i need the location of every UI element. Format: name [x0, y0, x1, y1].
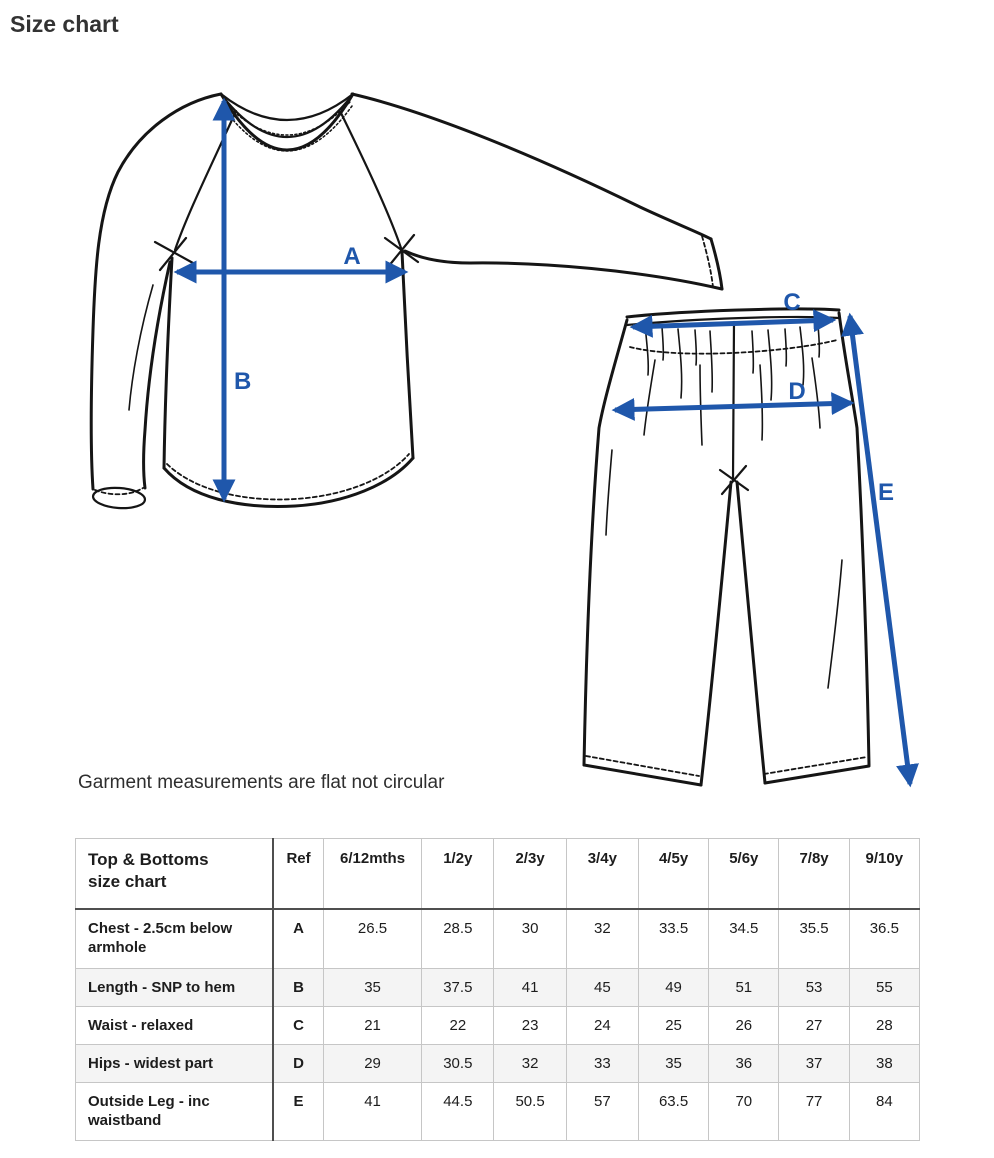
row-value: 36 — [709, 1045, 779, 1083]
row-label: Length - SNP to hem — [76, 969, 274, 1007]
row-value: 32 — [494, 1045, 566, 1083]
table-row — [76, 969, 920, 1007]
measure-arrow-outside-leg — [850, 316, 910, 784]
size-table-body — [76, 909, 920, 1141]
measurement-note: Garment measurements are flat not circular — [78, 772, 445, 793]
row-value: 35.5 — [779, 909, 849, 969]
row-ref: D — [273, 1045, 323, 1083]
row-value: 55 — [849, 969, 919, 1007]
row-ref: B — [273, 969, 323, 1007]
garment-diagram — [0, 55, 994, 810]
row-value: 28.5 — [422, 909, 494, 969]
row-value: 35 — [323, 969, 421, 1007]
row-value: 32 — [566, 909, 638, 969]
row-value: 57 — [566, 1083, 638, 1141]
measure-label-outside-leg: E — [877, 479, 895, 506]
row-value: 84 — [849, 1083, 919, 1141]
measure-arrow-length — [224, 101, 251, 499]
row-value: 44.5 — [422, 1083, 494, 1141]
row-label: Hips - widest part — [76, 1045, 274, 1083]
size-table-header-row — [76, 839, 920, 909]
measure-label-waist: C — [783, 289, 801, 316]
size-column-header: 1/2y — [422, 839, 494, 909]
size-column-header: 9/10y — [849, 839, 919, 909]
table-row — [76, 1083, 920, 1141]
row-value: 34.5 — [709, 909, 779, 969]
row-value: 41 — [323, 1083, 421, 1141]
row-value: 33 — [566, 1045, 638, 1083]
row-value: 35 — [638, 1045, 708, 1083]
row-value: 27 — [779, 1007, 849, 1045]
table-title-cell: Top & Bottoms size chart — [76, 839, 274, 909]
row-value: 36.5 — [849, 909, 919, 969]
row-value: 28 — [849, 1007, 919, 1045]
table-row — [76, 1007, 920, 1045]
table-row — [76, 1045, 920, 1083]
row-value: 30.5 — [422, 1045, 494, 1083]
measure-label-hips: D — [788, 378, 806, 405]
row-value: 37.5 — [422, 969, 494, 1007]
row-value: 77 — [779, 1083, 849, 1141]
row-value: 26.5 — [323, 909, 421, 969]
row-label: Outside Leg - inc waistband — [76, 1083, 274, 1141]
row-value: 37 — [779, 1045, 849, 1083]
table-row — [76, 909, 920, 969]
row-ref: E — [273, 1083, 323, 1141]
row-value: 51 — [709, 969, 779, 1007]
row-value: 50.5 — [494, 1083, 566, 1141]
row-value: 45 — [566, 969, 638, 1007]
row-value: 70 — [709, 1083, 779, 1141]
size-column-header: Ref — [273, 839, 323, 909]
row-value: 30 — [494, 909, 566, 969]
size-column-header: 3/4y — [566, 839, 638, 909]
row-value: 24 — [566, 1007, 638, 1045]
row-value: 21 — [323, 1007, 421, 1045]
pants-drawing — [584, 309, 869, 785]
row-value: 29 — [323, 1045, 421, 1083]
size-column-header: 4/5y — [638, 839, 708, 909]
size-column-header: 7/8y — [779, 839, 849, 909]
row-label: Waist - relaxed — [76, 1007, 274, 1045]
row-value: 49 — [638, 969, 708, 1007]
row-value: 23 — [494, 1007, 566, 1045]
page-title: Size chart — [10, 11, 119, 37]
row-value: 26 — [709, 1007, 779, 1045]
shirt-drawing — [91, 94, 722, 510]
measure-label-length: B — [234, 368, 252, 395]
row-value: 22 — [422, 1007, 494, 1045]
size-table — [75, 838, 920, 1141]
measure-arrow-chest — [177, 243, 405, 272]
size-column-header: 2/3y — [494, 839, 566, 909]
row-value: 38 — [849, 1045, 919, 1083]
row-ref: A — [273, 909, 323, 969]
row-label: Chest - 2.5cm below armhole — [76, 909, 274, 969]
size-column-header: 5/6y — [709, 839, 779, 909]
row-value: 25 — [638, 1007, 708, 1045]
row-value: 63.5 — [638, 1083, 708, 1141]
row-value: 53 — [779, 969, 849, 1007]
size-column-header: 6/12mths — [323, 839, 421, 909]
row-value: 33.5 — [638, 909, 708, 969]
row-ref: C — [273, 1007, 323, 1045]
row-value: 41 — [494, 969, 566, 1007]
measure-label-chest: A — [343, 243, 361, 270]
